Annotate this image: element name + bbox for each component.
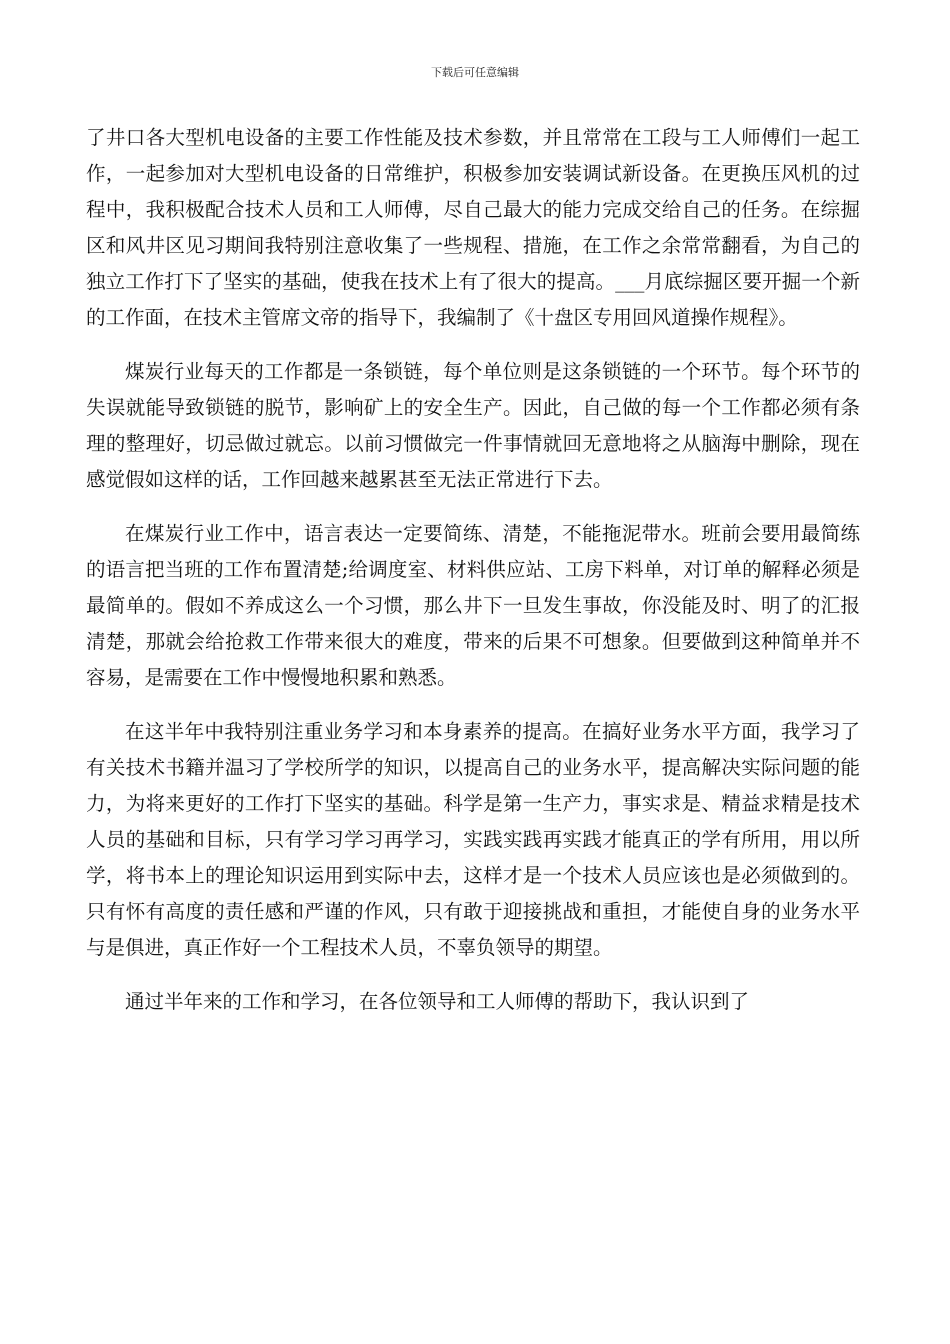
paragraph: 在这半年中我特别注重业务学习和本身素养的提高。在搞好业务水平方面，我学习了有关技术书籍并温习了学校所学的知识，以提高自己的业务水平，提高解决实际问题的能力，为将来更好的工作打下坚实的基础。科学是第一生产力，事实求是、精益求精是技术人员的基础和目标，只有学习学习再学习，实践实践再实践才能真正的学有所用，用以所学，将书本上的理论知识运用到实际中去，这样才是一个技术人员应该也是必须做到的。只有怀有高度的责任感和严谨的作风，只有敢于迎接挑战和重担，才能使自身的业务水平与是俱进，真正作好一个工程技术人员，不辜负领导的期望。: [86, 720, 860, 959]
page-header-note: 下载后可任意编辑: [431, 66, 519, 79]
paragraph-continued: 了井口各大型机电设备的主要工作性能及技术参数，并且常常在工段与工人师傅们一起工作，一起参加对大型机电设备的日常维护，积极参加安装调试新设备。在更换压风机的过程中，我积极配合技术人员和工人师傅，尽自己最大的能力完成交给自己的任务。在综掘区和风井区见习期间我特别注意收集了一些规程、措施，在工作之余常常翻看，为自己的独立工作打下了坚实的基础，使我在技术上有了很大的提高。___月底综掘区要开掘一个新的工作面，在技术主管席文帝的指导下，我编制了《十盘区专用回风道操作规程》。: [86, 126, 860, 329]
paragraph: 在煤炭行业工作中，语言表达一定要简练、清楚，不能拖泥带水。班前会要用最简练的语言把当班的工作布置清楚;给调度室、材料供应站、工房下料单，对订单的解释必须是最简单的。假如不养成这么一个习惯，那么井下一旦发生事故，你没能及时、明了的汇报清楚，那就会给抢救工作带来很大的难度，带来的后果不可想象。但要做到这种简单并不容易，是需要在工作中慢慢地积累和熟悉。: [86, 522, 860, 689]
paragraph: 通过半年来的工作和学习，在各位领导和工人师傅的帮助下，我认识到了: [125, 990, 750, 1013]
paragraph: 煤炭行业每天的工作都是一条锁链，每个单位则是这条锁链的一个环节。每个环节的失误就能导致锁链的脱节，影响矿上的安全生产。因此，自己做的每一个工作都必须有条理的整理好，切忌做过就忘。以前习惯做完一件事情就回无意地将之从脑海中删除，现在感觉假如这样的话，工作回越来越累甚至无法正常进行下去。: [86, 360, 860, 491]
document-body: [86, 120, 860, 1038]
